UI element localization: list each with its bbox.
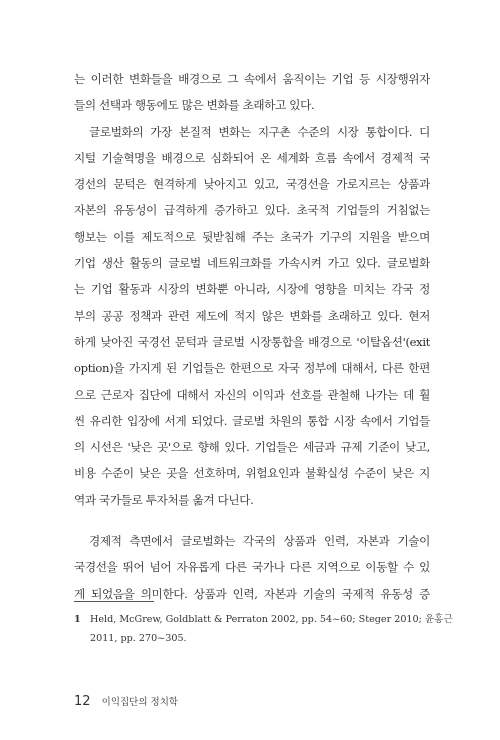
- text-line: 기업 생산 활동의 글로벌 네트워크화를 가속시켜 가고 있다. 글로벌화: [74, 256, 430, 271]
- paragraph-gap: [74, 513, 430, 528]
- text-line: 지털 기술혁명을 배경으로 심화되어 온 세계화 흐름 속에서 경제적 국: [74, 150, 430, 165]
- text-line: option)을 가지게 된 기업들은 한편으로 자국 정부에 대해서, 다른 한편: [74, 361, 430, 376]
- text-line: 들의 선택과 행동에도 많은 변화를 초래하고 있다.: [74, 98, 315, 113]
- text-line: 으로 근로자 집단에 대해서 자신의 이익과 선호를 관철해 나가는 데 훨: [74, 387, 430, 402]
- text-line: 하게 낮아진 국경선 문턱과 글로벌 시장통합을 배경으로 '이탈옵션'(exit: [74, 334, 430, 349]
- text-line: 비용 수준이 낮은 곳을 선호하며, 위험요인과 불확실성 수준이 낮은 지: [74, 466, 430, 481]
- running-title: 이익집단의 정치학: [101, 697, 179, 708]
- text-line: 의 시선은 '낮은 곳'으로 향해 있다. 기업들은 세금과 규제 기준이 낮고,: [74, 440, 430, 455]
- text-line: 경선의 문턱은 현격하게 낮아지고 있고, 국경선을 가로지르는 상품과: [74, 177, 430, 192]
- footnote-line: 2011, pp. 270~305.: [90, 633, 187, 644]
- footnote-number: 1: [74, 614, 81, 625]
- body-text: [74, 66, 430, 607]
- text-line: 글로벌화의 가장 본질적 변화는 지구촌 수준의 시장 통합이다. 디: [89, 124, 430, 139]
- text-line: 부의 공공 정책과 관련 제도에 적지 않은 변화를 초래하고 있다. 현저: [74, 308, 430, 323]
- text-line: 자본의 유동성이 급격하게 증가하고 있다. 초국적 기업들의 거침없는: [74, 203, 430, 218]
- footnote-rule: [74, 601, 154, 602]
- text-line: 역과 국가들로 투자처를 옮겨 다닌다.: [74, 492, 254, 507]
- folio: [74, 690, 178, 709]
- text-line: 국경선을 뛰어 넘어 자유롭게 다른 국가나 다른 지역으로 이동할 수 있: [74, 560, 430, 575]
- text-line: 게 되었음을 의미한다. 상품과 인력, 자본과 기술의 국제적 유동성 증: [74, 586, 430, 601]
- paragraph-2: [74, 119, 430, 513]
- text-line: 씬 유리한 입장에 서게 되었다. 글로벌 차원의 통합 시장 속에서 기업들: [74, 413, 430, 428]
- paragraph-3: [74, 528, 430, 607]
- page-number: 12: [74, 694, 91, 709]
- text-line: 는 기업 활동과 시장의 변화뿐 아니라, 시장에 영향을 미치는 각국 정: [74, 282, 430, 297]
- text-line: 경제적 측면에서 글로벌화는 각국의 상품과 인력, 자본과 기술이: [89, 534, 430, 549]
- footnote-line: Held, McGrew, Goldblatt & Perraton 2002, pp. 54~60; Steger 2010; 윤홍근: [90, 614, 453, 625]
- paragraph-1: [74, 66, 430, 119]
- footnote: [74, 610, 453, 648]
- text-line: 행보는 이를 제도적으로 뒷받침해 주는 초국가 기구의 지원을 받으며: [74, 229, 430, 244]
- text-line: 는 이러한 변화들을 배경으로 그 속에서 움직이는 기업 등 시장행위자: [74, 72, 430, 86]
